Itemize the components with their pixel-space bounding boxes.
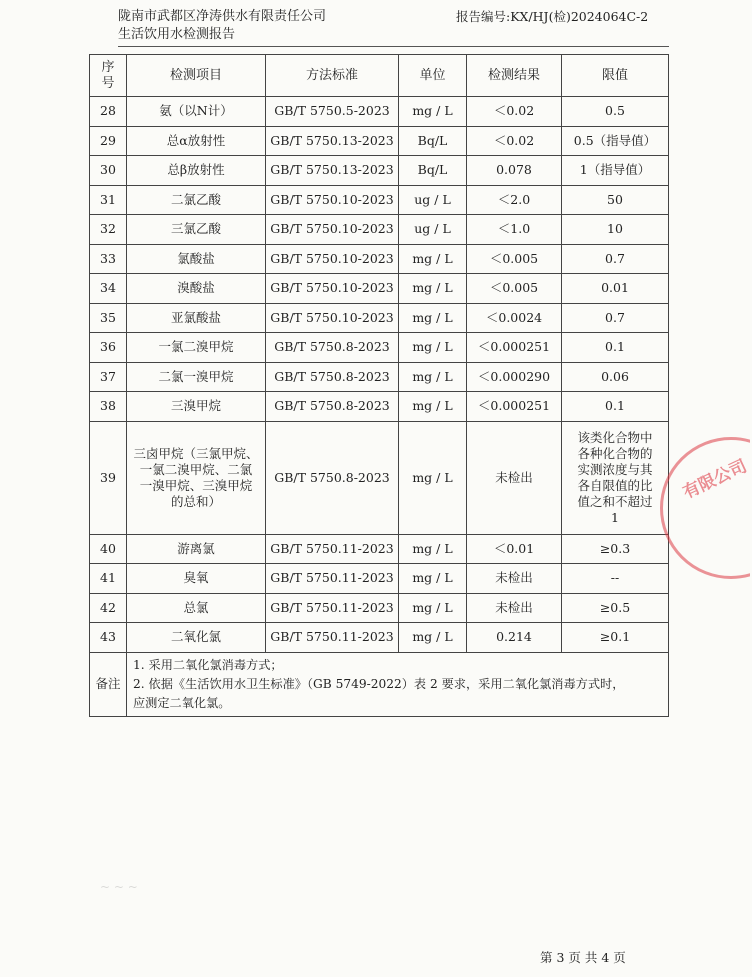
cell-no: 34 <box>90 274 127 304</box>
cell-item <box>127 421 266 534</box>
results-table <box>89 54 669 717</box>
cell-item: 溴酸盐 <box>127 274 266 304</box>
cell-method: GB/T 5750.10-2023 <box>266 215 399 245</box>
page-number: 第 3 页 共 4 页 <box>540 950 626 965</box>
cell-result: ＜1.0 <box>467 215 562 245</box>
cell-no: 33 <box>90 244 127 274</box>
cell-no: 43 <box>90 623 127 653</box>
cell-no: 39 <box>90 421 127 534</box>
item-line: 的总和） <box>170 493 221 509</box>
cell-no: 31 <box>90 185 127 215</box>
cell-unit: mg / L <box>399 362 467 392</box>
table-row <box>90 534 669 564</box>
table-row <box>90 303 669 333</box>
item-line: 三卤甲烷（三氯甲烷、 <box>133 445 259 461</box>
cell-method: GB/T 5750.10-2023 <box>266 274 399 304</box>
col-header-unit: 单位 <box>399 55 467 97</box>
cell-result: ＜2.0 <box>467 185 562 215</box>
cell-unit: mg / L <box>399 303 467 333</box>
limit-line: 实测浓度与其 <box>577 461 653 477</box>
cell-unit: mg / L <box>399 593 467 623</box>
table-row <box>90 274 669 304</box>
cell-result: ＜0.0024 <box>467 303 562 333</box>
cell-method: GB/T 5750.11-2023 <box>266 534 399 564</box>
cell-item: 氯酸盐 <box>127 244 266 274</box>
cell-item: 总氯 <box>127 593 266 623</box>
cell-result: 0.078 <box>467 156 562 186</box>
cell-item: 氨（以N计） <box>127 97 266 127</box>
cell-unit: mg / L <box>399 421 467 534</box>
cell-item: 三氯乙酸 <box>127 215 266 245</box>
cell-limit: ≥0.1 <box>562 623 669 653</box>
cell-result: ＜0.000290 <box>467 362 562 392</box>
seal-lettering: 有限公司 <box>680 456 750 504</box>
bleed-through-mark: ~ ~ ~ <box>100 880 138 894</box>
cell-no: 28 <box>90 97 127 127</box>
cell-unit: mg / L <box>399 392 467 422</box>
col-header-no: 序 号 <box>90 55 127 97</box>
cell-method: GB/T 5750.8-2023 <box>266 362 399 392</box>
cell-result: 未检出 <box>467 421 562 534</box>
cell-method: GB/T 5750.10-2023 <box>266 244 399 274</box>
cell-limit: 0.7 <box>562 244 669 274</box>
cell-item: 二氯一溴甲烷 <box>127 362 266 392</box>
cell-no: 41 <box>90 564 127 594</box>
cell-result: ＜0.01 <box>467 534 562 564</box>
cell-no: 37 <box>90 362 127 392</box>
cell-unit: mg / L <box>399 274 467 304</box>
note-line: 2. 依据《生活饮用水卫生标准》（GB 5749-2022）表 2 要求，采用二氧化氯消毒方式时， <box>133 676 625 691</box>
limit-line: 1 <box>611 509 619 525</box>
notes-row <box>90 652 669 716</box>
table-row <box>90 126 669 156</box>
cell-limit: 0.01 <box>562 274 669 304</box>
table-row <box>90 333 669 363</box>
cell-method: GB/T 5750.8-2023 <box>266 421 399 534</box>
cell-method: GB/T 5750.10-2023 <box>266 303 399 333</box>
cell-limit: 0.7 <box>562 303 669 333</box>
table-row <box>90 244 669 274</box>
cell-limit: -- <box>562 564 669 594</box>
cell-no: 29 <box>90 126 127 156</box>
cell-limit: 50 <box>562 185 669 215</box>
limit-line: 各种化合物的 <box>577 445 653 461</box>
cell-method: GB/T 5750.10-2023 <box>266 185 399 215</box>
cell-limit: 0.06 <box>562 362 669 392</box>
company-seal-stamp <box>650 425 750 585</box>
cell-method: GB/T 5750.11-2023 <box>266 564 399 594</box>
cell-no: 42 <box>90 593 127 623</box>
cell-method: GB/T 5750.5-2023 <box>266 97 399 127</box>
cell-limit: 10 <box>562 215 669 245</box>
cell-item: 总α放射性 <box>127 126 266 156</box>
cell-item: 三溴甲烷 <box>127 392 266 422</box>
item-line: 一溴甲烷、三溴甲烷 <box>139 477 253 493</box>
cell-result: ＜0.02 <box>467 97 562 127</box>
cell-no: 35 <box>90 303 127 333</box>
cell-no: 30 <box>90 156 127 186</box>
cell-no: 32 <box>90 215 127 245</box>
notes-cell <box>127 652 669 716</box>
note-line: 1. 采用二氧化氯消毒方式； <box>133 657 283 672</box>
header-company: 陇南市武都区净涛供水有限责任公司 <box>118 9 327 24</box>
table-header-row <box>90 55 669 97</box>
cell-result: ＜0.005 <box>467 244 562 274</box>
cell-unit: Bq/L <box>399 126 467 156</box>
cell-unit: mg / L <box>399 333 467 363</box>
cell-item: 总β放射性 <box>127 156 266 186</box>
table-row <box>90 421 669 534</box>
cell-method: GB/T 5750.13-2023 <box>266 126 399 156</box>
cell-limit: 0.1 <box>562 333 669 363</box>
note-line: 应测定二氧化氯。 <box>133 695 231 710</box>
cell-limit: ≥0.5 <box>562 593 669 623</box>
cell-item: 亚氯酸盐 <box>127 303 266 333</box>
notes-label: 备注 <box>90 652 127 716</box>
cell-method: GB/T 5750.11-2023 <box>266 623 399 653</box>
cell-method: GB/T 5750.11-2023 <box>266 593 399 623</box>
cell-unit: mg / L <box>399 623 467 653</box>
header-report-title: 生活饮用水检测报告 <box>118 27 236 42</box>
cell-limit: 0.5 <box>562 97 669 127</box>
cell-no: 40 <box>90 534 127 564</box>
table-row <box>90 392 669 422</box>
cell-item: 二氧化氯 <box>127 623 266 653</box>
cell-item: 游离氯 <box>127 534 266 564</box>
cell-limit: ≥0.3 <box>562 534 669 564</box>
cell-item: 一氯二溴甲烷 <box>127 333 266 363</box>
cell-method: GB/T 5750.8-2023 <box>266 333 399 363</box>
cell-result: ＜0.000251 <box>467 392 562 422</box>
limit-line: 值之和不超过 <box>577 493 653 509</box>
cell-result: 未检出 <box>467 564 562 594</box>
cell-limit: 0.5（指导值） <box>562 126 669 156</box>
table-row <box>90 564 669 594</box>
cell-item: 臭氧 <box>127 564 266 594</box>
cell-result: ＜0.005 <box>467 274 562 304</box>
cell-result: ＜0.02 <box>467 126 562 156</box>
table-row <box>90 215 669 245</box>
header-report-number: 报告编号:KX/HJ(检)2024064C-2 <box>456 9 649 24</box>
cell-result: ＜0.000251 <box>467 333 562 363</box>
cell-unit: mg / L <box>399 244 467 274</box>
cell-unit: ug / L <box>399 185 467 215</box>
table-row <box>90 185 669 215</box>
item-line: 一氯二溴甲烷、二氯 <box>139 461 253 477</box>
cell-unit: Bq/L <box>399 156 467 186</box>
table-row <box>90 156 669 186</box>
table-row <box>90 593 669 623</box>
cell-unit: mg / L <box>399 534 467 564</box>
cell-no: 38 <box>90 392 127 422</box>
table-row <box>90 362 669 392</box>
cell-unit: mg / L <box>399 97 467 127</box>
cell-result: 未检出 <box>467 593 562 623</box>
cell-limit: 0.1 <box>562 392 669 422</box>
cell-item: 二氯乙酸 <box>127 185 266 215</box>
col-header-method: 方法标准 <box>266 55 399 97</box>
cell-result: 0.214 <box>467 623 562 653</box>
cell-method: GB/T 5750.8-2023 <box>266 392 399 422</box>
table-row <box>90 623 669 653</box>
cell-limit: 1（指导值） <box>562 156 669 186</box>
table-row <box>90 97 669 127</box>
cell-unit: ug / L <box>399 215 467 245</box>
col-header-limit: 限值 <box>562 55 669 97</box>
header-divider <box>118 46 669 47</box>
cell-no: 36 <box>90 333 127 363</box>
cell-method: GB/T 5750.13-2023 <box>266 156 399 186</box>
limit-line: 各自限值的比 <box>577 477 653 493</box>
col-header-result: 检测结果 <box>467 55 562 97</box>
limit-line: 该类化合物中 <box>577 429 653 445</box>
col-header-item: 检测项目 <box>127 55 266 97</box>
cell-unit: mg / L <box>399 564 467 594</box>
